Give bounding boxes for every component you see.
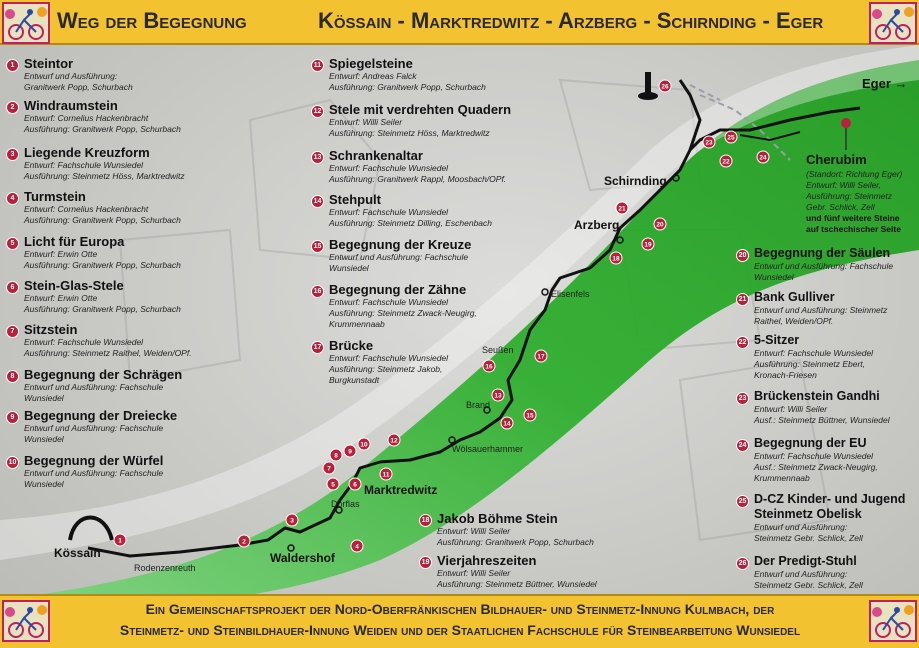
station-entry [311, 192, 492, 229]
station-entry [6, 189, 181, 226]
station-entry [6, 98, 181, 135]
station-credit: Entwurf und Ausführung: Fachschule [329, 252, 469, 262]
header-route: Kössain - Marktredwitz - Arzberg - Schirnding - Eger [318, 8, 824, 33]
footer-line-1: Ein Gemeinschaftsprojekt der Nord-Oberfränkischen Bildhauer- und Steinmetz-Innung Kulmbach, der [145, 601, 775, 617]
station-number-badge: 17 [311, 341, 324, 354]
map-marker-label: 18 [612, 255, 620, 263]
station-title: Begegnung der Würfel [24, 453, 164, 468]
station-title: Der Predigt-Stuhl [754, 554, 857, 568]
station-credit: Ausführung: Steinmetz Höss, Marktredwitz [329, 128, 490, 138]
map-marker-label: 17 [537, 353, 545, 361]
station-number-badge: 8 [6, 370, 19, 383]
station-credit: Entwurf und Ausführung: Fachschule [24, 382, 164, 392]
station-credit: Entwurf und Ausführung: Steinmetz [754, 305, 888, 315]
station-credit: Ausführung: Granitwerk Popp, Schurbach [24, 304, 181, 314]
place-marktredwitz: Marktredwitz [364, 483, 438, 497]
station-number-badge: 25 [736, 495, 749, 508]
station-credit: Wunsiedel [754, 272, 794, 282]
station-credit: Ausführung: Steinmetz Dilling, Eschenbach [329, 218, 493, 228]
station-credit: Entwurf: Fachschule Wunsiedel [754, 451, 874, 461]
station-title: Begegnung der Schrägen [24, 367, 183, 382]
station-title: Stein-Glas-Stele [24, 278, 124, 293]
station-credit: Entwurf und Ausführung: [754, 569, 848, 579]
station-entry [311, 56, 486, 93]
station-entry [736, 554, 863, 591]
station-credit: Ausführung: Steinmetz Ebert, [754, 359, 866, 369]
map-marker-label: 19 [644, 241, 652, 249]
station-credit: Ausführung: Granitwerk Rappl, Moosbach/OPf. [329, 174, 507, 184]
cherubim-title: Cherubim [806, 152, 867, 167]
station-credit: Entwurf: Cornelius Hackenbracht [24, 113, 149, 123]
station-credit: Wunsiedel [24, 434, 64, 444]
station-credit: Entwurf: Andreas Falck [329, 71, 417, 81]
station-credit: Entwurf: Fachschule Wunsiedel [329, 297, 449, 307]
map-marker-label: 1 [118, 537, 122, 545]
station-number-badge: 11 [311, 59, 324, 72]
station-credit: Entwurf: Fachschule Wunsiedel [329, 163, 449, 173]
station-title: Sitzstein [24, 322, 78, 337]
map-marker-label: 7 [327, 465, 331, 473]
station-credit: Granitwerk Popp, Schurbach [24, 82, 133, 92]
map-marker-label: 2 [242, 538, 246, 546]
station-entry [311, 237, 471, 274]
station-credit: Entwurf und Ausführung: Fachschule [24, 423, 164, 433]
station-number-badge: 6 [6, 281, 19, 294]
arrow-right-icon: → [894, 76, 908, 91]
station-number-badge: 21 [736, 293, 749, 306]
station-number-badge: 14 [311, 195, 324, 208]
station-title: Steintor [24, 56, 74, 71]
station-title: Vierjahreszeiten [437, 553, 537, 568]
station-credit: Ausführung: Granitwerk Popp, Schurbach [24, 215, 181, 225]
map-marker-label: 25 [727, 134, 735, 142]
station-number-badge: 16 [311, 285, 324, 298]
footer-line-2: Steinmetz- und Steinbildhauer-Innung Weiden und der Staatlichen Fachschule für Steinbearbeitung Wunsiedel [119, 622, 801, 638]
footer-bar [0, 594, 919, 648]
station-credit: Entwurf: Erwin Otte [24, 293, 98, 303]
station-credit: Entwurf: Fachschule Wunsiedel [329, 353, 449, 363]
station-credit: Ausführung: Granitwerk Popp, Schurbach [437, 537, 594, 547]
station-credit: Entwurf: Fachschule Wunsiedel [24, 337, 144, 347]
station-number-badge: 1 [6, 59, 19, 72]
station-title: Begegnung der Dreiecke [24, 408, 178, 423]
station-credit: Ausführung: Steinmetz Jakob, [329, 364, 443, 374]
station-credit: Wunsiedel [24, 479, 64, 489]
map-marker-label: 15 [526, 412, 534, 420]
station-number-badge: 24 [736, 439, 749, 452]
station-title: Steinmetz Obelisk [754, 507, 862, 521]
cherubim-line: Entwurf: Willi Seiler, [806, 180, 882, 190]
header-bar [0, 0, 919, 45]
map-marker-label: 5 [331, 481, 335, 489]
station-credit: Entwurf: Fachschule Wunsiedel [24, 160, 144, 170]
map-marker-label: 11 [382, 471, 390, 479]
station-entry [311, 338, 448, 386]
cherubim-line: (Standort: Richtung Eger) [806, 169, 903, 179]
station-title: Schrankenaltar [329, 148, 423, 163]
station-credit: Ausführung: Granitwerk Popp, Schurbach [329, 82, 486, 92]
station-credit: Kronach-Friesen [754, 370, 817, 380]
place-schirnding: Schirnding [604, 174, 667, 188]
station-title: Begegnung der Kreuze [329, 237, 472, 252]
station-credit: Entwurf und Ausführung: [754, 522, 848, 532]
place-doerflas: Dörflas [331, 499, 360, 509]
station-credit: Ausführung: Steinmetz Höss, Marktredwitz [24, 171, 185, 181]
station-number-badge: 3 [6, 148, 19, 161]
station-credit: Entwurf: Willi Seiler [329, 117, 403, 127]
place-arzberg: Arzberg [574, 218, 620, 232]
map-marker-label: 12 [390, 437, 398, 445]
map-marker-label: 13 [494, 392, 502, 400]
station-entry [311, 102, 511, 139]
station-title: Begegnung der EU [754, 436, 867, 450]
station-entry [6, 56, 133, 93]
station-entry [736, 333, 873, 381]
station-credit: Entwurf: Willi Seiler [437, 526, 511, 536]
cyclist-logo-icon [869, 2, 917, 44]
station-credit: Burgkunstadt [329, 375, 380, 385]
station-entry [6, 145, 185, 182]
station-number-badge: 5 [6, 237, 19, 250]
station-title: Begegnung der Zähne [329, 282, 467, 297]
station-number-badge: 20 [736, 249, 749, 262]
station-number-badge: 15 [311, 240, 324, 253]
station-title: Stele mit verdrehten Quadern [329, 102, 512, 117]
station-number-badge: 26 [736, 557, 749, 570]
place-brand: Brand [466, 400, 491, 410]
station-number-badge: 13 [311, 151, 324, 164]
station-entry [736, 492, 905, 544]
map-marker-label: 24 [759, 154, 767, 162]
station-title: Liegende Kreuzform [24, 145, 150, 160]
place-elisenfels: Elisenfels [551, 289, 590, 299]
place-seussen: Seußen [482, 345, 514, 355]
station-credit: Ausführung: Steinmetz Zwack-Neugirg, [329, 308, 477, 318]
station-entry [6, 278, 181, 315]
station-number-badge: 9 [6, 411, 19, 424]
station-entry [6, 367, 182, 404]
station-title: Stehpult [329, 192, 381, 207]
station-credit: Ausführung: Steinmetz Raithel, Weiden/OPf. [24, 348, 192, 358]
station-credit: Krummennaab [329, 319, 385, 329]
station-credit: Entwurf: Willi Seiler [754, 404, 828, 414]
map-marker-label: 4 [355, 543, 359, 551]
map-marker-label: 14 [503, 420, 511, 428]
map-marker-label: 23 [705, 139, 713, 147]
station-entry [736, 290, 887, 327]
map-marker-label: 26 [661, 83, 669, 91]
station-credit: Ausf.: Steinmetz Büttner, Wunsiedel [754, 415, 890, 425]
station-title: Brückenstein Gandhi [754, 389, 880, 403]
cherubim-pin [841, 118, 851, 128]
station-entry [736, 389, 890, 426]
station-credit: Entwurf und Ausführung: Fachschule [24, 468, 164, 478]
station-entry [6, 453, 163, 490]
station-entry [736, 246, 893, 283]
station-number-badge: 12 [311, 105, 324, 118]
station-number-badge: 4 [6, 192, 19, 205]
station-number-badge: 10 [6, 456, 19, 469]
station-credit: Entwurf: Cornelius Hackenbracht [24, 204, 149, 214]
place-rodenzenreuth: Rodenzenreuth [134, 563, 196, 573]
map-marker-label: 21 [618, 205, 626, 213]
station-credit: Entwurf: Fachschule Wunsiedel [329, 207, 449, 217]
station-credit: Krummennaab [754, 473, 810, 483]
station-number-badge: 19 [419, 556, 432, 569]
header-title: Weg der Begegnung [57, 8, 247, 33]
station-title: Turmstein [24, 189, 86, 204]
station-entry [736, 436, 878, 484]
station-number-badge: 2 [6, 101, 19, 114]
station-entry [6, 408, 177, 445]
station-credit: Steinmetz Gebr. Schlick, Zell [754, 580, 863, 590]
cherubim-info [806, 151, 902, 235]
station-credit: Wunsiedel [24, 393, 64, 403]
station-entry [419, 511, 594, 548]
map-marker-label: 22 [722, 158, 730, 166]
station-credit: Entwurf: Willi Seiler [437, 568, 511, 578]
station-credit: Ausführung: Granitwerk Popp, Schurbach [24, 260, 181, 270]
station-credit: Ausführung: Granitwerk Popp, Schurbach [24, 124, 181, 134]
station-title: Bank Gulliver [754, 290, 835, 304]
map-marker-label: 10 [360, 441, 368, 449]
place-koessain: Kössain [54, 546, 101, 560]
station-entry [311, 148, 506, 185]
cyclist-logo-icon [869, 600, 917, 642]
station-title: 5-Sitzer [754, 333, 800, 347]
place-eger: Eger → [862, 76, 908, 91]
station-credit: Entwurf: Fachschule Wunsiedel [754, 348, 874, 358]
map-marker-label: 9 [348, 448, 352, 456]
station-entry [6, 234, 181, 271]
station-credit: Steinmetz Gebr. Schlick, Zell [754, 533, 863, 543]
station-number-badge: 7 [6, 325, 19, 338]
predigt-stuhl-symbol [645, 72, 651, 94]
place-waldershof: Waldershof [270, 551, 335, 565]
station-credit: Wunsiedel [329, 263, 369, 273]
map-marker-label: 20 [656, 221, 664, 229]
station-title: Licht für Europa [24, 234, 125, 249]
map-marker-label: 3 [290, 517, 294, 525]
station-title: Brücke [329, 338, 374, 353]
station-credit: Entwurf und Ausführung: [24, 71, 118, 81]
station-entry [311, 282, 477, 330]
station-title: Windraumstein [24, 98, 118, 113]
map-marker-label: 6 [353, 481, 357, 489]
cherubim-note: auf tschechischer Seite [806, 224, 901, 234]
station-number-badge: 22 [736, 336, 749, 349]
station-credit: Raithel, Weiden/OPf. [754, 316, 834, 326]
map-marker-label: 16 [485, 363, 493, 371]
cyclist-logo-icon [2, 2, 50, 44]
map-marker-label: 8 [334, 452, 338, 460]
cherubim-line: Ausführung: Steinmetz [806, 191, 892, 201]
station-title: Spiegelsteine [329, 56, 413, 71]
station-number-badge: 23 [736, 392, 749, 405]
station-title: D-CZ Kinder- und Jugend [754, 492, 906, 506]
place-woelsauerhammer: Wölsauerhammer [452, 444, 524, 454]
station-credit: Entwurf und Ausführung: Fachschule [754, 261, 894, 271]
station-credit: Entwurf: Erwin Otte [24, 249, 98, 259]
station-credit: Ausf.: Steinmetz Zwack-Neugirg, [754, 462, 878, 472]
station-title: Jakob Böhme Stein [437, 511, 558, 526]
station-credit: Ausführung: Steinmetz Büttner, Wunsiedel [437, 579, 597, 589]
station-entry [419, 553, 597, 590]
cherubim-note: und fünf weitere Steine [806, 213, 900, 223]
cherubim-line: Gebr. Schlick, Zell [806, 202, 875, 212]
station-entry [6, 322, 192, 359]
station-number-badge: 18 [419, 514, 432, 527]
station-title: Begegnung der Säulen [754, 246, 891, 260]
cyclist-logo-icon [2, 600, 50, 642]
